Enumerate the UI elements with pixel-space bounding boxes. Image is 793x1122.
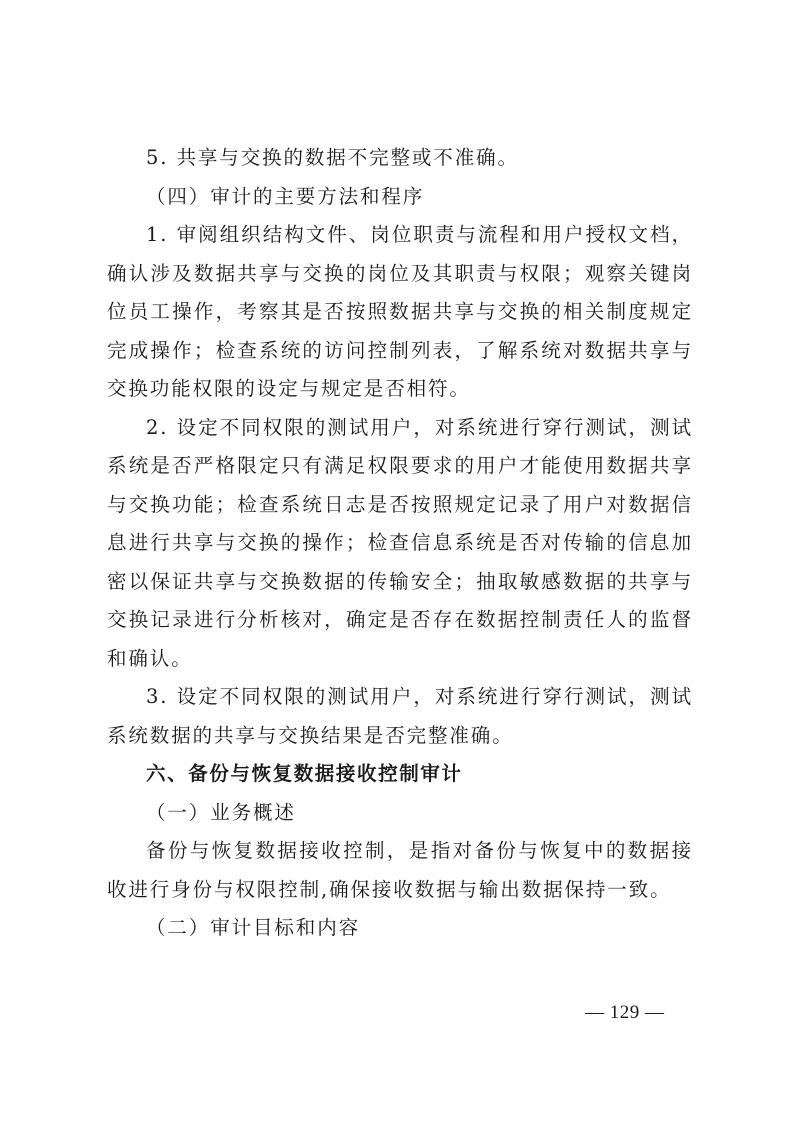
paragraph-item-5: 5. 共享与交换的数据不完整或不准确。: [146, 146, 519, 169]
chapter-heading-backup: 六、备份与恢复数据接收控制审计: [146, 762, 463, 785]
paragraph-method-2: 2. 设定不同权限的测试用户，对系统进行穿行测试，测试系统是否严格限定只有满足权限要求的用户才能使用数据共享与交换功能；检查系统日志是否按照规定记录了用户对数据信息进行共享与交换的操作；检查信息系统是否对传输的信息加密以保证共享与交换数据的传输安全；抽取敏感数据的共享与交换记录进行分析核对，确定是否存在数据控制责任人的监督和确认。: [107, 415, 693, 670]
paragraph-method-1: 1. 审阅组织结构文件、岗位职责与流程和用户授权文档，确认涉及数据共享与交换的岗位及其职责与权限；观察关键岗位员工操作，考察其是否按照数据共享与交换的相关制度规定完成操作；检查系统的访问控制列表，了解系统对数据共享与交换功能权限的设定与规定是否相符。: [107, 223, 693, 400]
page-body: [107, 139, 693, 948]
section-heading-overview: （一）业务概述: [146, 800, 296, 824]
page-number: — 129 —: [585, 1002, 665, 1023]
section-heading-objectives: （二）审计目标和内容: [146, 916, 361, 939]
paragraph-overview: 备份与恢复数据接收控制，是指对备份与恢复中的数据接收进行身份与权限控制,确保接收数据与输出数据保持一致。: [107, 839, 693, 901]
paragraph-method-3: 3. 设定不同权限的测试用户，对系统进行穿行测试，测试系统数据的共享与交换结果是否完整准确。: [107, 685, 693, 747]
section-heading-methods: （四）审计的主要方法和程序: [146, 184, 425, 208]
